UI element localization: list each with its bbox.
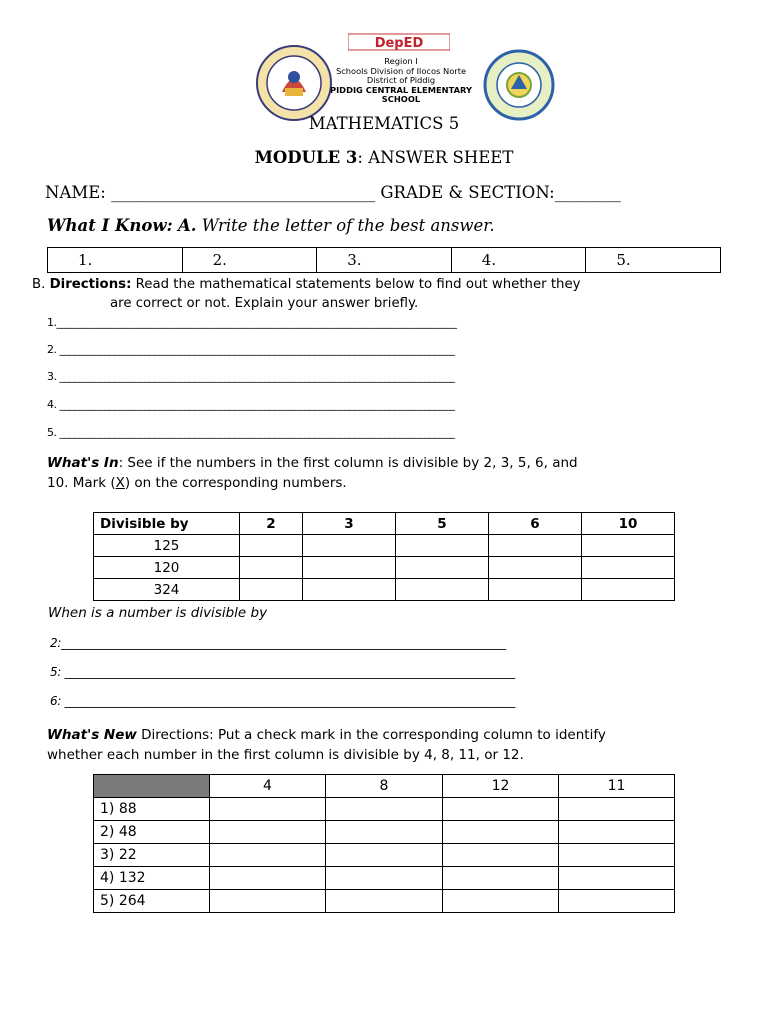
division-seal-logo: [483, 49, 555, 121]
answer-line-3[interactable]: 3. _______________________________________________________________________________: [47, 370, 455, 383]
table-row: [94, 557, 675, 579]
part-a-label: A.: [177, 216, 197, 235]
table-header: 3: [303, 513, 396, 535]
divisible-line-5[interactable]: 5: _______________________________________________________________________________: [50, 665, 515, 679]
mark-cell[interactable]: [582, 557, 675, 579]
mark-cell[interactable]: [303, 557, 396, 579]
header-corner-cell: [94, 775, 210, 798]
mark-cell[interactable]: [489, 557, 582, 579]
table-row: [94, 535, 675, 557]
part-b-text-2: are correct or not. Explain your answer briefly.: [110, 296, 419, 311]
district-text: District of Piddig: [366, 75, 436, 85]
what-i-know-label: What I Know:: [47, 216, 173, 235]
whats-in-text-1: : See if the numbers in the first column is divisible by 2, 3, 5, 6, and: [118, 455, 578, 471]
check-cell[interactable]: [326, 867, 443, 890]
check-cell[interactable]: [326, 798, 443, 821]
row-label: 3) 22: [94, 844, 210, 867]
table-header: 5: [396, 513, 489, 535]
row-label: 5) 264: [94, 890, 210, 913]
table-row: [94, 798, 675, 821]
row-number: 324: [94, 579, 240, 601]
check-cell[interactable]: [210, 844, 326, 867]
table-header-row: [94, 775, 675, 798]
table-header-row: [94, 513, 675, 535]
row-label: 4) 132: [94, 867, 210, 890]
check-cell[interactable]: [443, 890, 559, 913]
mark-cell[interactable]: [303, 535, 396, 557]
check-cell[interactable]: [443, 867, 559, 890]
row-label: 1) 88: [94, 798, 210, 821]
answer-cell-4[interactable]: 4.: [451, 248, 586, 273]
answer-cell-2[interactable]: 2.: [182, 248, 317, 273]
table-header: 6: [489, 513, 582, 535]
name-grade-row[interactable]: NAME: ________________________________ GRADE & SECTION:________: [45, 183, 621, 202]
check-cell[interactable]: [559, 821, 675, 844]
deped-logo: [348, 33, 450, 51]
mark-cell[interactable]: [489, 535, 582, 557]
table-header: 10: [582, 513, 675, 535]
when-divisible-prompt: When is a number is divisible by: [48, 605, 268, 621]
check-cell[interactable]: [559, 798, 675, 821]
answer-table: [47, 247, 721, 273]
division-text: Schools Division of Ilocos Norte: [335, 65, 467, 76]
table-header: Divisible by: [94, 513, 240, 535]
check-cell[interactable]: [559, 890, 675, 913]
divisibility-table: [93, 512, 675, 601]
deped-logo-text: DepED: [374, 36, 424, 51]
table-row: [94, 844, 675, 867]
mark-cell[interactable]: [240, 535, 303, 557]
part-b-text-1: Read the mathematical statements below to find out whether they: [131, 277, 581, 292]
check-cell[interactable]: [210, 890, 326, 913]
table-row: [94, 867, 675, 890]
check-cell[interactable]: [326, 890, 443, 913]
check-cell[interactable]: [210, 798, 326, 821]
answer-line-2[interactable]: 2. _______________________________________________________________________________: [47, 343, 455, 356]
divisible-line-2[interactable]: 2:______________________________________________________________________________: [50, 636, 506, 650]
table-row: [94, 821, 675, 844]
mark-cell[interactable]: [582, 535, 675, 557]
mark-cell[interactable]: [240, 557, 303, 579]
check-cell[interactable]: [559, 867, 675, 890]
check-cell[interactable]: [326, 844, 443, 867]
module-subtitle: : ANSWER SHEET: [357, 148, 514, 167]
table-header: 4: [210, 775, 326, 798]
check-cell[interactable]: [559, 844, 675, 867]
table-header: 12: [443, 775, 559, 798]
whats-new-section: [47, 725, 606, 765]
whats-in-text-2b: ) on the corresponding numbers.: [124, 475, 347, 491]
check-cell[interactable]: [443, 798, 559, 821]
check-cell[interactable]: [443, 821, 559, 844]
whats-new-text-1: Directions: Put a check mark in the corresponding column to identify: [136, 727, 606, 743]
whats-new-label: What's New: [47, 727, 137, 743]
what-i-know-instruction: Write the letter of the best answer.: [201, 216, 495, 235]
divisible-line-6[interactable]: 6: _______________________________________________________________________________: [50, 694, 515, 708]
region-text: Region I: [384, 56, 418, 66]
mark-cell[interactable]: [303, 579, 396, 601]
answer-cell-1[interactable]: 1.: [48, 248, 183, 273]
table-row: [94, 890, 675, 913]
table-header: 2: [240, 513, 303, 535]
mark-cell[interactable]: [489, 579, 582, 601]
part-b-prefix: B.: [32, 277, 46, 292]
check-cell[interactable]: [210, 867, 326, 890]
whats-in-label: What's In: [47, 455, 119, 471]
what-i-know-heading: [47, 216, 495, 235]
subject-title: MATHEMATICS 5: [308, 114, 460, 133]
part-b-directions: [32, 275, 581, 313]
row-number: 120: [94, 557, 240, 579]
mark-cell[interactable]: [240, 579, 303, 601]
check-cell[interactable]: [443, 844, 559, 867]
answer-line-1[interactable]: 1.________________________________________________________________________________: [47, 316, 457, 329]
whats-new-text-2: whether each number in the first column is divisible by 4, 8, 11, or 12.: [47, 747, 524, 763]
answer-cell-5[interactable]: 5.: [586, 248, 721, 273]
whats-in-x-mark: X: [115, 475, 125, 491]
table-row: [94, 579, 675, 601]
row-label: 2) 48: [94, 821, 210, 844]
whats-in-section: [47, 453, 578, 493]
school-header: [313, 57, 489, 105]
table-header: 8: [326, 775, 443, 798]
check-cell[interactable]: [326, 821, 443, 844]
check-cell[interactable]: [210, 821, 326, 844]
answer-line-5[interactable]: 5. _______________________________________________________________________________: [47, 426, 455, 439]
table-header: 11: [559, 775, 675, 798]
whats-in-text-2a: 10. Mark (: [47, 475, 116, 491]
mark-cell[interactable]: [396, 535, 489, 557]
answer-line-4[interactable]: 4. _______________________________________________________________________________: [47, 398, 455, 411]
mark-cell[interactable]: [396, 557, 489, 579]
module-number: MODULE 3: [254, 148, 358, 167]
row-number: 125: [94, 535, 240, 557]
school-name: PIDDIG CENTRAL ELEMENTARY SCHOOL: [330, 84, 472, 104]
part-b-label: Directions:: [49, 277, 132, 292]
module-title: [0, 148, 768, 167]
answer-cell-3[interactable]: 3.: [317, 248, 452, 273]
mark-cell[interactable]: [582, 579, 675, 601]
mark-cell[interactable]: [396, 579, 489, 601]
check-table: [93, 774, 675, 913]
